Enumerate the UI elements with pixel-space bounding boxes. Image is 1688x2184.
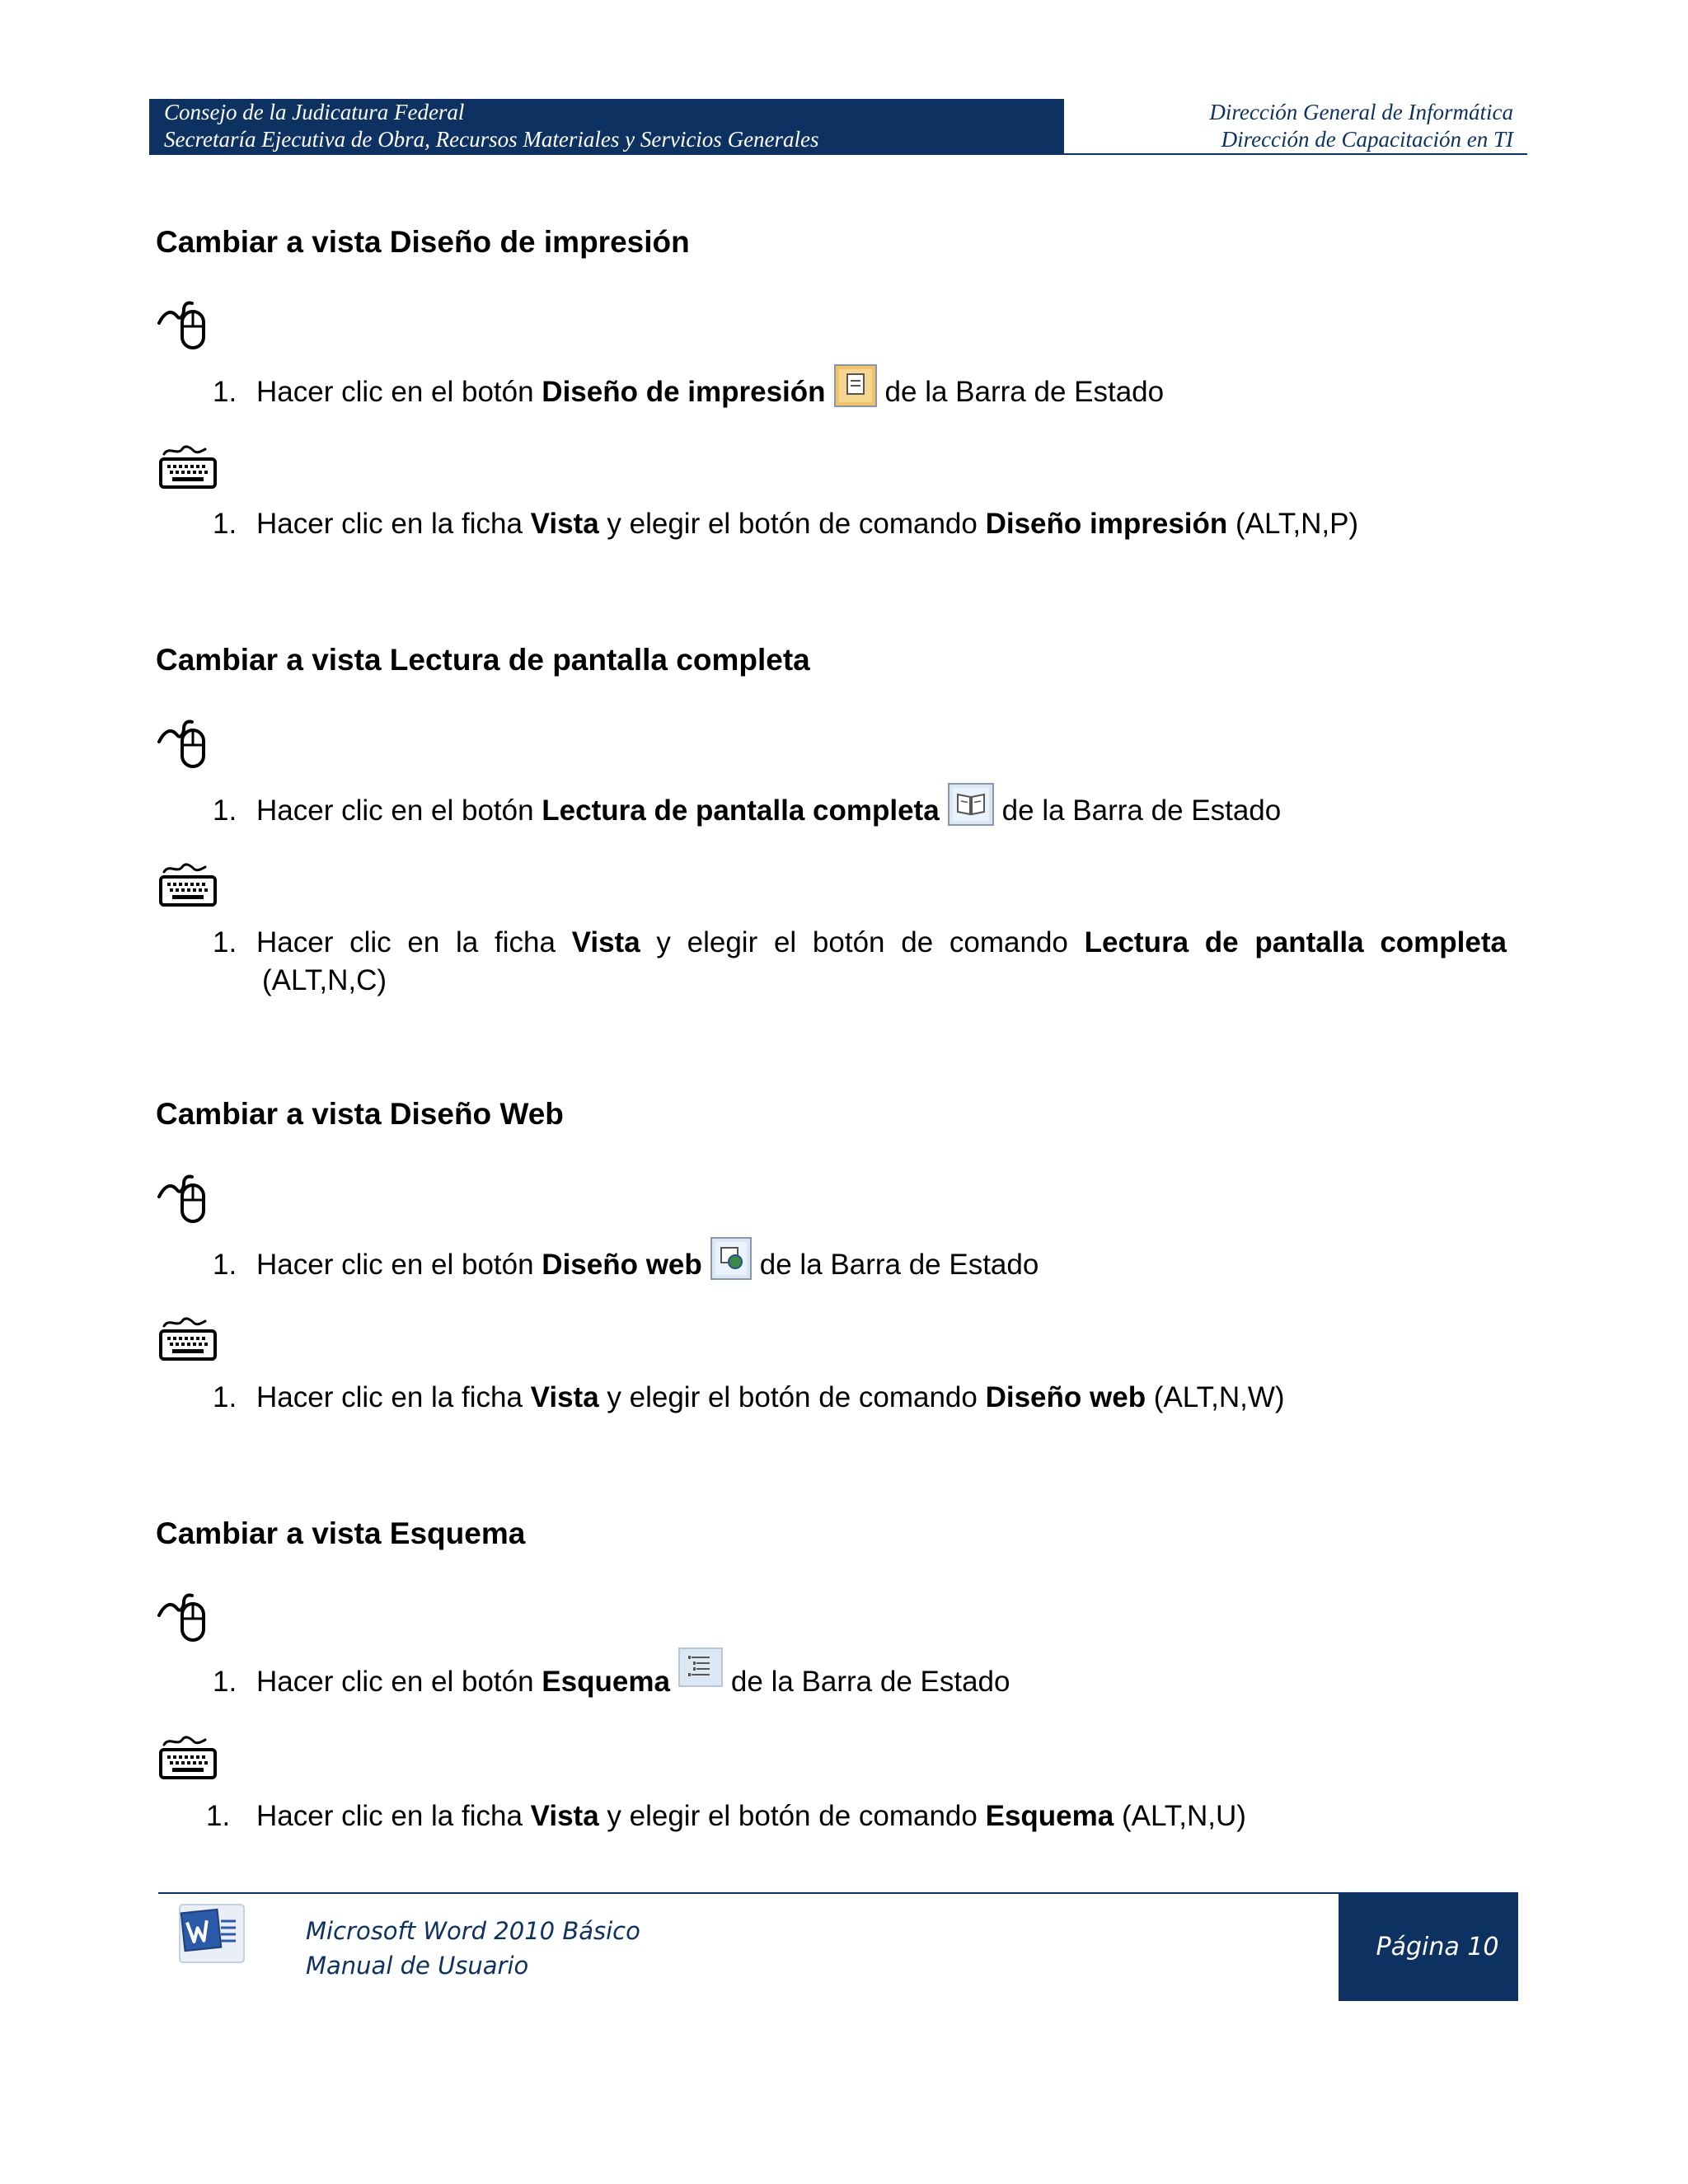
mouse-step-full-screen-reading: 1. Hacer clic en el botón Lectura de pantalla completa de la Barra de Estado: [213, 786, 1281, 838]
header-right-block: [1052, 99, 1513, 153]
footer-manual: Manual de Usuario: [306, 1952, 529, 1980]
page-number: Página 10: [1339, 1892, 1518, 2001]
print-layout-icon: [834, 364, 877, 416]
keyboard-step-outline: 1. Hacer clic en la ficha Vista y elegir el botón de comando Esquema (ALT,N,U): [206, 1800, 1246, 1832]
header-subdirection: Dirección de Capacitación en TI: [1221, 127, 1513, 152]
footer-title-block: [306, 1914, 640, 1983]
section-title-print-layout: Cambiar a vista Diseño de impresión: [156, 225, 690, 259]
keyboard-step-full-screen-reading: 1. Hacer clic en la ficha Vista y elegir el botón de comando Lectura de pantalla completa: [213, 926, 1507, 958]
keyboard-step-web-layout: 1. Hacer clic en la ficha Vista y elegir el botón de comando Diseño web (ALT,N,W): [213, 1381, 1285, 1413]
header-org-dept: Secretaría Ejecutiva de Obra, Recursos Materiales y Servicios Generales: [164, 127, 819, 152]
mouse-icon: [156, 1587, 215, 1647]
mouse-step-outline: 1. Hacer clic en el botón Esquema de la Barra de Estado: [213, 1659, 1010, 1708]
mouse-icon: [156, 1169, 215, 1228]
header-left-block: [149, 99, 1064, 153]
mouse-step-web-layout: 1. Hacer clic en el botón Diseño web de la Barra de Estado: [213, 1240, 1039, 1292]
section-title-outline: Cambiar a vista Esquema: [156, 1516, 526, 1550]
mouse-icon: [156, 714, 215, 773]
header-direction: Dirección General de Informática: [1209, 100, 1513, 124]
mouse-step-print-layout: 1. Hacer clic en el botón Diseño de impresión de la Barra de Estado: [213, 368, 1164, 419]
header-divider: [149, 153, 1527, 155]
footer-product: Microsoft Word 2010 Básico: [306, 1917, 640, 1945]
footer-divider: [158, 1892, 1339, 1894]
keyboard-icon: [157, 1315, 218, 1364]
word-logo-icon: [175, 1900, 249, 1967]
outline-icon: [678, 1647, 723, 1696]
keyboard-icon: [157, 443, 218, 492]
keyboard-step-full-screen-reading-shortcut: (ALT,N,C): [262, 964, 387, 996]
web-layout-icon: [710, 1237, 752, 1289]
mouse-icon: [156, 295, 215, 354]
keyboard-icon: [157, 860, 218, 910]
section-title-full-screen-reading: Cambiar a vista Lectura de pantalla completa: [156, 643, 810, 677]
header-org-name: Consejo de la Judicatura Federal: [164, 100, 465, 124]
full-screen-reading-icon: [948, 783, 994, 835]
keyboard-icon: [157, 1733, 218, 1783]
keyboard-step-print-layout: 1. Hacer clic en la ficha Vista y elegir el botón de comando Diseño impresión (ALT,N,P): [213, 508, 1359, 540]
section-title-web-layout: Cambiar a vista Diseño Web: [156, 1097, 564, 1131]
